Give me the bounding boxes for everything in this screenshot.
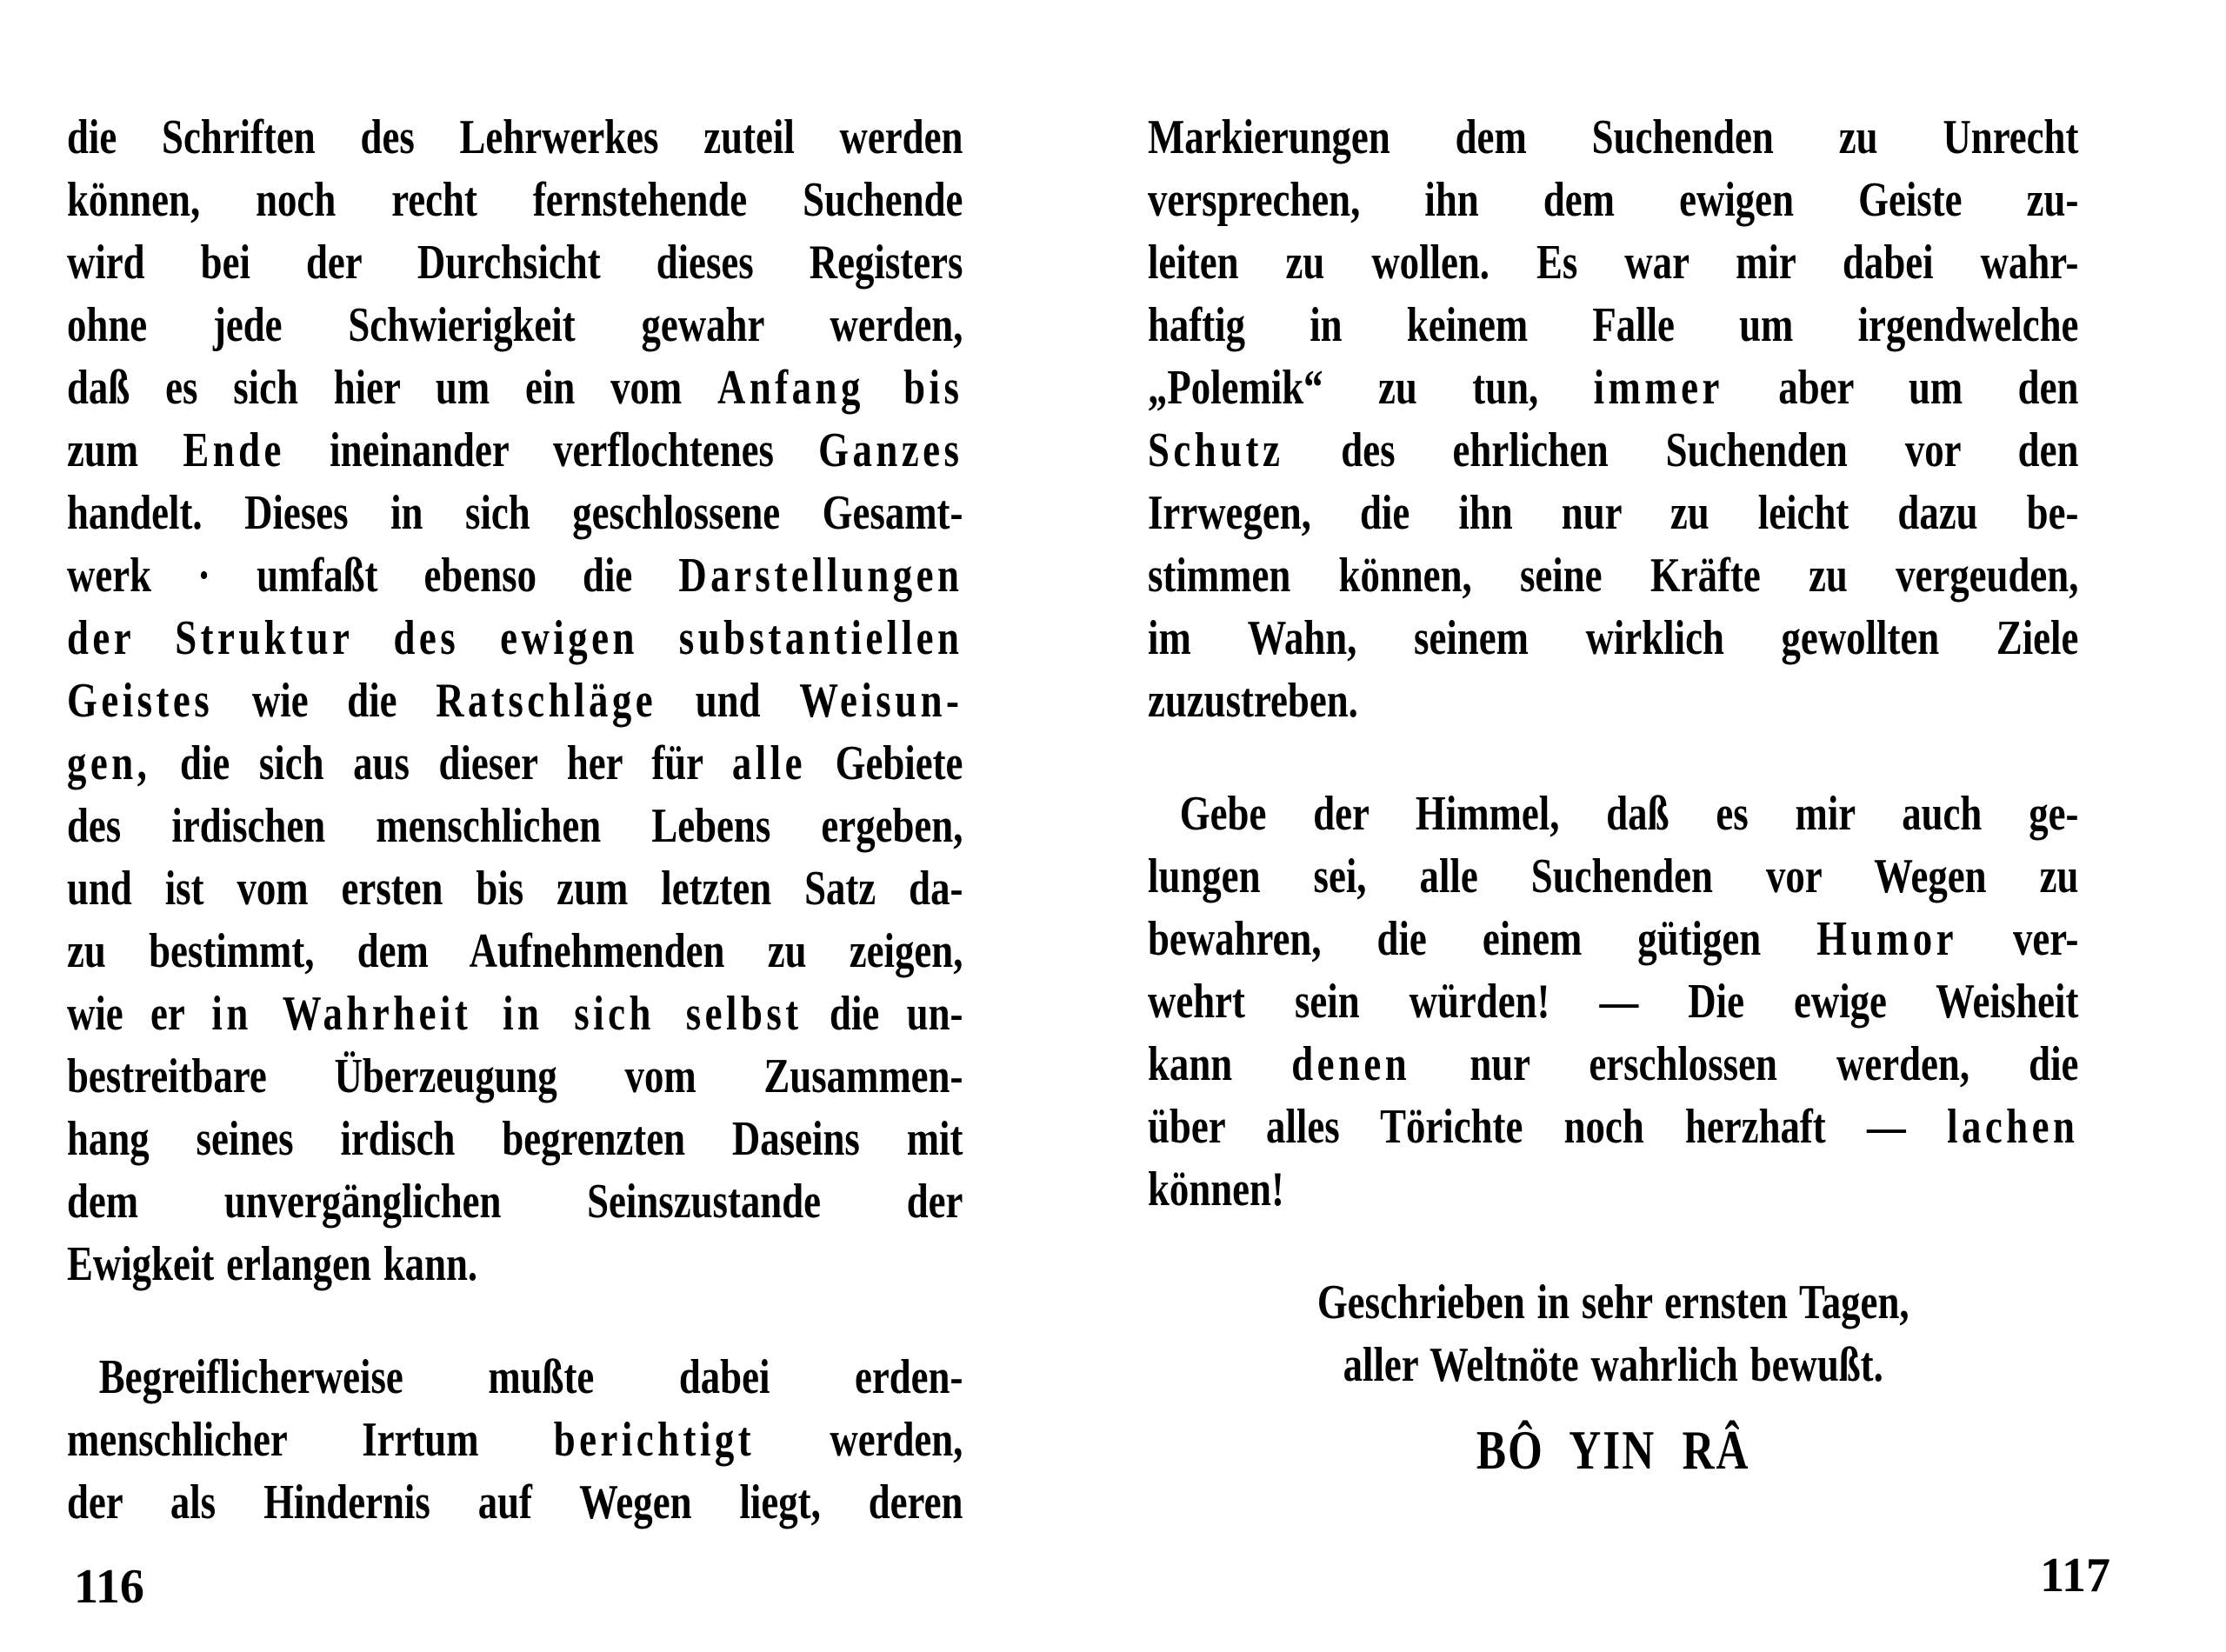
emphasized-text: Schutz: [1148, 423, 1284, 477]
right-page-text: [1148, 106, 2078, 1482]
text-line: [67, 1045, 963, 1108]
emphasized-text: alle: [731, 736, 806, 790]
text-line: [67, 920, 963, 983]
text-segment: kann: [1148, 1037, 1292, 1091]
text-segment: wehrt sein würden! — Die ewige Weisheit: [1148, 975, 2079, 1029]
text-segment: Geschrieben in sehr ernsten Tagen,: [1316, 1276, 1909, 1329]
text-segment: die sich aus dieser her für: [150, 736, 732, 790]
text-line: [67, 1108, 963, 1170]
text-line: [1148, 231, 2078, 294]
text-segment: BÔ YIN RÂ: [1476, 1419, 1750, 1481]
paragraph: [1148, 783, 2078, 1221]
text-line: [67, 544, 963, 607]
paragraph: [1148, 1419, 2078, 1482]
emphasized-text: Weisun-: [799, 674, 963, 728]
emphasized-text: gen,: [67, 736, 151, 790]
paragraph: [1148, 106, 2078, 732]
text-line: [1148, 1096, 2078, 1158]
text-segment: hang seines irdisch begrenzten Daseins mit: [67, 1112, 963, 1166]
paragraph: [67, 106, 963, 1296]
text-segment: ver-: [1956, 912, 2079, 966]
text-line: [1148, 1158, 2078, 1221]
text-line: [1148, 908, 2078, 970]
text-line: [1148, 106, 2078, 169]
text-segment: die un-: [802, 987, 963, 1041]
text-segment: des irdischen menschlichen Lebens ergeben,: [67, 799, 963, 853]
text-segment: zuzustreben.: [1148, 674, 1358, 728]
text-segment: lungen sei, alle Suchenden vor Wegen zu: [1148, 849, 2079, 903]
emphasized-text: Ende: [183, 423, 285, 477]
text-line: [67, 1170, 963, 1233]
text-line: [1148, 294, 2078, 356]
text-segment: können, noch recht fernstehende Suchende: [67, 173, 963, 227]
emphasized-text: immer: [1593, 361, 1723, 415]
text-line: [67, 356, 963, 419]
text-segment: stimmen können, seine Kräfte zu vergeuden,: [1148, 549, 2079, 603]
emphasized-text: in Wahrheit in sich selbst: [211, 987, 803, 1041]
text-line: [1148, 970, 2078, 1033]
text-segment: wird bei der Durchsicht dieses Registers: [67, 236, 963, 290]
text-segment: aller Weltnöte wahrlich bewußt.: [1343, 1338, 1883, 1392]
text-segment: Gebe der Himmel, daß es mir auch ge-: [1179, 787, 2079, 841]
text-segment: daß es sich hier um ein vom: [67, 361, 718, 415]
text-line: [1148, 607, 2078, 669]
emphasized-text: denen: [1291, 1037, 1411, 1091]
left-page-text: [67, 106, 963, 1534]
text-line: [67, 669, 963, 732]
text-segment: „Polemik“ zu tun,: [1148, 361, 1594, 415]
text-line: [67, 106, 963, 169]
text-line: [67, 607, 963, 669]
emphasized-text: berichtigt: [553, 1413, 756, 1467]
text-segment: Markierungen dem Suchenden zu Unrecht: [1148, 110, 2079, 164]
text-segment: aber um den: [1723, 361, 2079, 415]
paragraph: [1148, 1271, 2078, 1396]
text-segment: und ist vom ersten bis zum letzten Satz da-: [67, 862, 963, 916]
text-segment: haftig in keinem Falle um irgendwelche: [1148, 298, 2079, 352]
left-page-number: 116: [74, 1560, 144, 1614]
text-line: [67, 795, 963, 857]
text-segment: die Schriften des Lehrwerkes zuteil werden: [67, 110, 963, 164]
text-segment: bewahren, die einem gütigen: [1148, 912, 1817, 966]
text-line: [67, 1409, 963, 1471]
text-segment: über alles Törichte noch herzhaft —: [1148, 1100, 1948, 1154]
text-line: [67, 857, 963, 920]
text-segment: und: [656, 674, 800, 728]
text-line: [67, 1471, 963, 1534]
emphasized-text: Geistes: [67, 674, 214, 728]
text-line: [67, 482, 963, 544]
text-line: [67, 169, 963, 231]
text-line: [1148, 544, 2078, 607]
text-line: [67, 732, 963, 795]
text-segment: zu bestimmt, dem Aufnehmenden zu zeigen,: [67, 924, 963, 978]
text-line: [1148, 419, 2078, 482]
text-segment: Ewigkeit erlangen kann.: [67, 1237, 478, 1291]
text-segment: ohne jede Schwierigkeit gewahr werden,: [67, 298, 963, 352]
text-segment: versprechen, ihn dem ewigen Geiste zu-: [1148, 173, 2079, 227]
text-segment: wie die: [213, 674, 437, 728]
text-segment: können!: [1148, 1162, 1284, 1216]
text-line: [1148, 845, 2078, 908]
text-line: [1148, 669, 2078, 732]
text-line: [1148, 1271, 2078, 1334]
emphasized-text: lachen: [1947, 1100, 2079, 1154]
text-line: [67, 294, 963, 356]
text-line: [1148, 1419, 2078, 1482]
text-segment: dem unvergänglichen Seinszustande der: [67, 1175, 963, 1229]
text-line: [67, 1346, 963, 1409]
text-segment: des ehrlichen Suchenden vor den: [1283, 423, 2079, 477]
text-segment: leiten zu wollen. Es war mir dabei wahr-: [1148, 236, 2079, 290]
emphasized-text: Humor: [1816, 912, 1957, 966]
text-line: [67, 1233, 963, 1296]
text-line: [67, 419, 963, 482]
text-segment: handelt. Dieses in sich geschlossene Gesamt-: [67, 486, 963, 540]
text-segment: Begreiflicherweise mußte dabei erden-: [98, 1350, 963, 1404]
text-segment: bestreitbare Überzeugung vom Zusammen-: [67, 1049, 963, 1103]
text-line: [67, 231, 963, 294]
text-line: [1148, 1334, 2078, 1396]
text-line: [1148, 783, 2078, 845]
emphasized-text: Ganzes: [818, 423, 963, 477]
emphasized-text: Darstellungen: [678, 549, 963, 603]
text-line: [1148, 482, 2078, 544]
text-segment: Gebiete: [805, 736, 963, 790]
emphasized-text: der Struktur des ewigen substantiellen: [67, 611, 963, 665]
text-segment: Irrwegen, die ihn nur zu leicht dazu be-: [1148, 486, 2079, 540]
text-segment: wie er: [67, 987, 212, 1041]
paragraph: [67, 1346, 963, 1534]
text-line: [1148, 356, 2078, 419]
emphasized-text: Ratschläge: [436, 674, 657, 728]
text-segment: menschlicher Irrtum: [67, 1413, 554, 1467]
text-segment: werden,: [755, 1413, 963, 1467]
text-line: [67, 983, 963, 1045]
right-page-number: 117: [2040, 1549, 2110, 1602]
text-line: [1148, 169, 2078, 231]
text-segment: zum: [67, 423, 183, 477]
emphasized-text: Anfang bis: [717, 361, 963, 415]
text-segment: nur erschlossen werden, die: [1410, 1037, 2079, 1091]
text-segment: ineinander verflochtenes: [284, 423, 819, 477]
text-segment: der als Hindernis auf Wegen liegt, deren: [67, 1475, 963, 1529]
text-segment: werk · umfaßt ebenso die: [67, 549, 679, 603]
text-segment: im Wahn, seinem wirklich gewollten Ziele: [1148, 611, 2079, 665]
text-line: [1148, 1033, 2078, 1096]
